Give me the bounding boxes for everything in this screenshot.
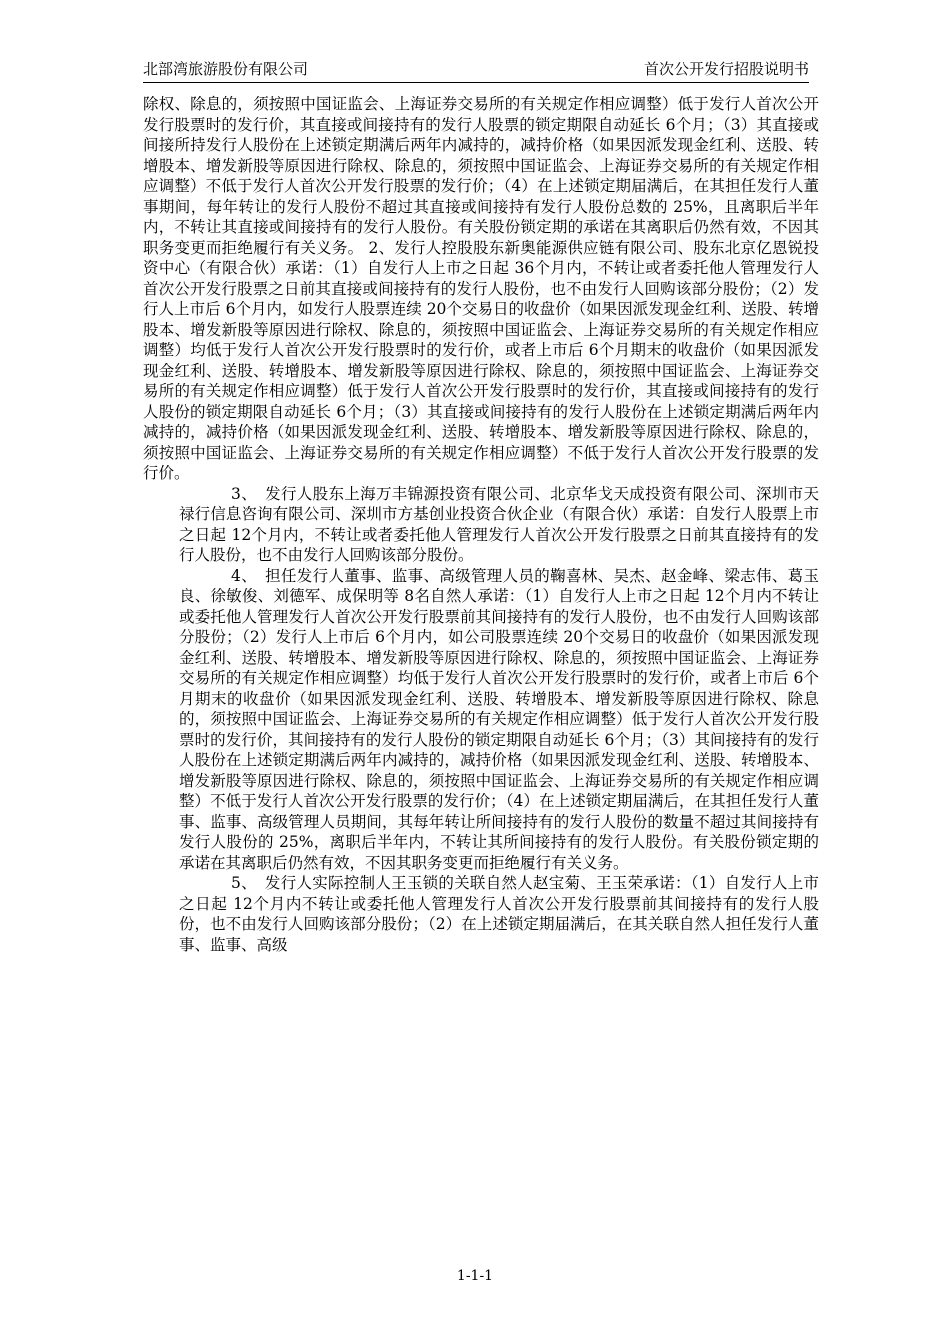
document-body [143, 94, 819, 955]
header-company-name: 北部湾旅游股份有限公司 [143, 60, 309, 78]
header-document-title: 首次公开发行招股说明书 [643, 60, 809, 78]
page-header [143, 56, 809, 83]
page-number: 1-1-1 [456, 1268, 494, 1284]
paragraph-item-4: 4、 担任发行人董事、监事、高级管理人员的鞠喜林、吴杰、赵金峰、梁志伟、葛玉良、徐敏俊、刘德军、成保明等 8名自然人承诺：（1）自发行人上市之日起 12个月内不转让或委托他人管理发行人首次公开发行股票前其间接持有的发行人股份，也不由发行人回购该部分股份；（2）发行人上市后 6个月内，如公司股票连续 20个交易日的收盘价（如果因派发现金红利、送股、转增股本、增发新股等原因进行除权、除息的，须按照中国证监会、上海证券交易所的有关规定作相应调整）均低于发行人首次公开发行股票时的发行价，或者上市后 6个月期末的收盘价（如果因派发现金红利、送股、转增股本、增发新股等原因进行除权、除息的，须按照中国证监会、上海证券交易所的有关规定作相应调整）低于发行人首次公开发行股票时的发行价，其间接持有的发行人股份的锁定期限自动延长 6个月；（3）其间接持有的发行人股份在上述锁定期满后两年内减持的，减持价格（如果因派发现金红利、送股、转增股本、增发新股等原因进行除权、除息的，须按照中国证监会、上海证券交易所的有关规定作相应调整）不低于发行人首次公开发行股票的发行价；（4）在上述锁定期届满后，在其担任发行人董事、监事、高级管理人员期间，其每年转让所间接持有的发行人股份的数量不超过其间接持有发行人股份的 25%，离职后半年内，不转让其所间接持有的发行人股份。有关股份锁定期的承诺在其离职后仍然有效，不因其职务变更而拒绝履行有关义务。 [179, 566, 819, 872]
paragraph-commitments-1-2: 除权、除息的，须按照中国证监会、上海证券交易所的有关规定作相应调整）低于发行人首次公开发行股票时的发行价，其直接或间接持有的发行人股票的锁定期限自动延长 6个月；（3）其直接或间接所持发行人股份在上述锁定期满后两年内减持的，减持价格（如果因派发现金红利、送股、转增股本、增发新股等原因进行除权、除息的，须按照中国证监会、上海证券交易所的有关规定作相应调整）不低于发行人首次公开发行股票的发行价；（4）在上述锁定期届满后，在其担任发行人董事期间，每年转让的发行人股份不超过其直接或间接持有发行人股份总数的 25%，且离职后半年内，不转让其直接或间接持有的发行人股份。有关股份锁定期的承诺在其离职后仍然有效，不因其职务变更而拒绝履行有关义务。 2、发行人控股股东新奥能源供应链有限公司、股东北京亿恩锐投资中心（有限合伙）承诺：（1）自发行人上市之日起 36个月内，不转让或者委托他人管理发行人首次公开发行股票之日前其直接或间接持有的发行人股份，也不由发行人回购该部分股份；（2）发行人上市后 6个月内，如发行人股票连续 20个交易日的收盘价（如果因派发现金红利、送股、转增股本、增发新股等原因进行除权、除息的，须按照中国证监会、上海证券交易所的有关规定作相应调整）均低于发行人首次公开发行股票时的发行价，或者上市后 6个月期末的收盘价（如果因派发现金红利、送股、转增股本、增发新股等原因进行除权、除息的，须按照中国证监会、上海证券交易所的有关规定作相应调整）低于发行人首次公开发行股票时的发行价，其直接或间接持有的发行人股份的锁定期限自动延长 6个月；（3）其直接或间接持有的发行人股份在上述锁定期满后两年内减持的，减持价格（如果因派发现金红利、送股、转增股本、增发新股等原因进行除权、除息的，须按照中国证监会、上海证券交易所的有关规定作相应调整）不低于发行人首次公开发行股票的发行价。 [143, 95, 819, 482]
paragraph-item-3: 3、 发行人股东上海万丰锦源投资有限公司、北京华戈天成投资有限公司、深圳市天禄行信息咨询有限公司、深圳市方基创业投资合伙企业（有限合伙）承诺：自发行人股票上市之日起 12个月内，不转让或者委托他人管理发行人首次公开发行股票之日前其直接持有的发行人股份，也不由发行人回购该部分股份。 [179, 484, 819, 564]
paragraph-item-5: 5、 发行人实际控制人王玉锁的关联自然人赵宝菊、王玉荣承诺：（1）自发行人上市之日起 12个月内不转让或委托他人管理发行人首次公开发行股票前其间接持有的发行人股份，也不由发行人回购该部分股份；（2）在上述锁定期届满后，在其关联自然人担任发行人董事、监事、高级 [179, 874, 819, 954]
